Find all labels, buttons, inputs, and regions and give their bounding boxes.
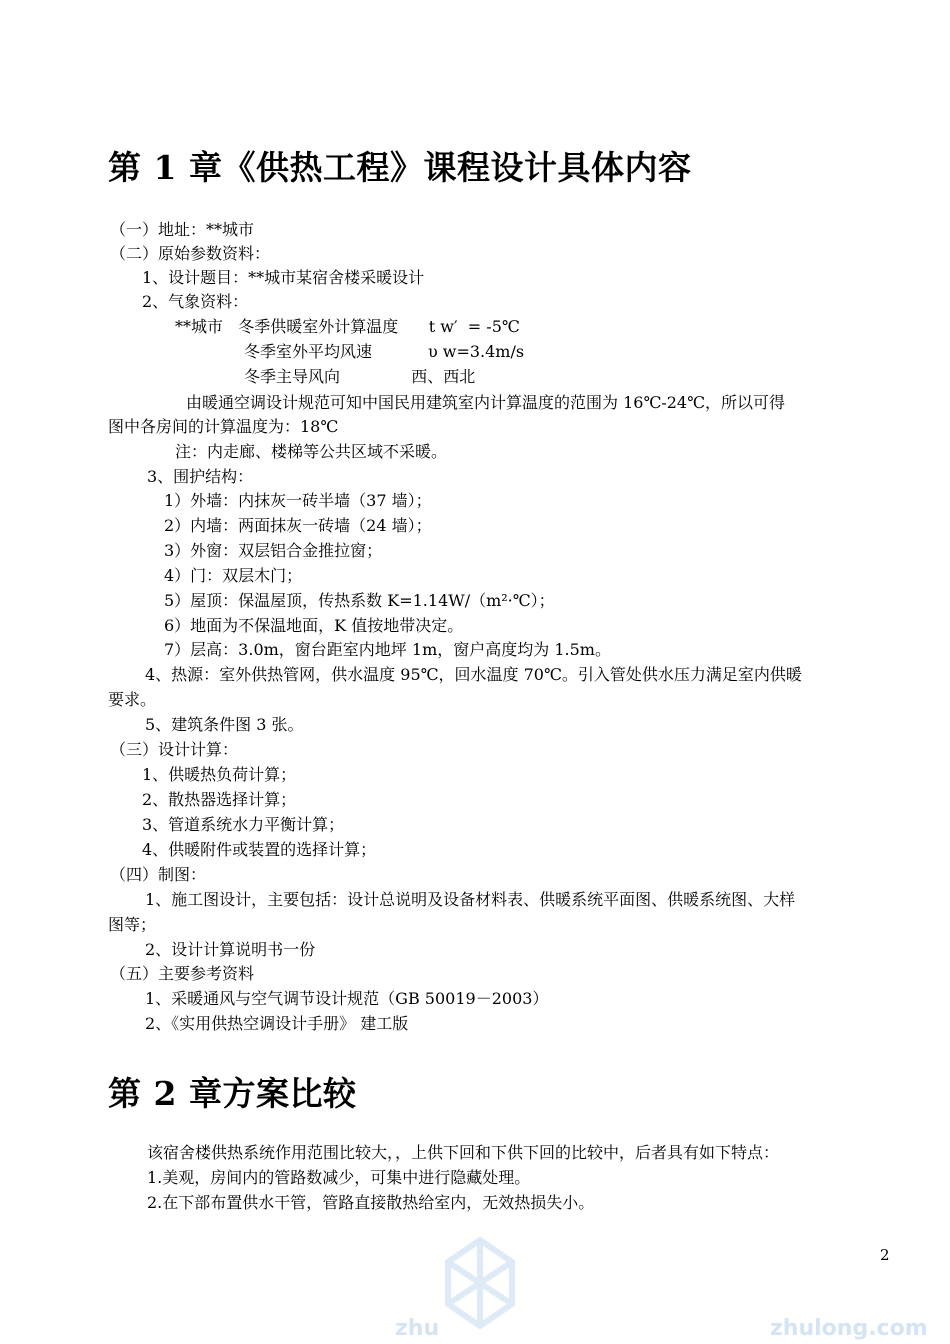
text-line: 图中各房间的计算温度为：18℃: [108, 417, 339, 436]
text-line: 2、设计计算说明书一份: [145, 940, 316, 959]
text-line: **城市 冬季供暖室外计算温度 t w′ = -5℃: [175, 317, 520, 336]
text-line: 2、散热器选择计算；: [142, 790, 297, 809]
text-line: （三）设计计算：: [110, 740, 239, 759]
text-line: 冬季室外平均风速 υ w=3.4m/s: [244, 342, 525, 361]
text-line: 5、建筑条件图 3 张。: [145, 715, 304, 734]
text-line: 2）内墙：两面抹灰一砖墙（24 墙）；: [164, 516, 432, 535]
text-line: 1、设计题目：**城市某宿舍楼采暖设计: [142, 268, 425, 287]
text-line: 由暖通空调设计规范可知中国民用建筑室内计算温度的范围为 16℃-24℃，所以可得: [186, 393, 786, 412]
text-line: 2、《实用供热空调设计手册》 建工版: [145, 1014, 409, 1033]
text-line: （一）地址：**城市: [110, 220, 255, 239]
text-line: 要求。: [108, 690, 157, 709]
text-line: 1、供暖热负荷计算；: [142, 765, 297, 784]
text-line: 6）地面为不保温地面，K 值按地带决定。: [164, 616, 464, 635]
text-line: 注：内走廊、楼梯等公共区域不采暖。: [175, 442, 448, 461]
text-line: （四）制图：: [110, 865, 207, 884]
text-line: 1、采暖通风与空气调节设计规范（GB 50019－2003）: [145, 989, 549, 1008]
watermark-text-right: zhulong.com: [770, 1316, 928, 1341]
text-line: 该宿舍楼供热系统作用范围比较大，，上供下回和下供下回的比较中，后者具有如下特点：: [147, 1143, 780, 1162]
text-line: 2.在下部布置供水干管，管路直接散热给室内，无效热损失小。: [147, 1193, 595, 1212]
text-line: 图等；: [108, 915, 157, 934]
page-number: 2: [880, 1246, 890, 1264]
chapter-2-title: 第 2 章方案比较: [108, 1074, 357, 1113]
chapter-1-title: 第 1 章《供热工程》课程设计具体内容: [108, 148, 692, 187]
text-line: 4）门：双层木门；: [164, 566, 303, 585]
text-line: 3、管道系统水力平衡计算；: [142, 815, 345, 834]
text-line: （二）原始参数资料：: [110, 244, 271, 263]
text-line: 1.美观，房间内的管路数减少，可集中进行隐藏处理。: [147, 1168, 531, 1187]
text-line: 4、供暖附件或装置的选择计算；: [142, 840, 377, 859]
text-line: 3、围护结构：: [147, 467, 254, 486]
text-line: 3）外窗：双层铝合金推拉窗；: [164, 541, 383, 560]
text-line: 4、热源：室外供热管网，供水温度 95℃，回水温度 70℃。引入管处供水压力满足室内供暖: [145, 665, 802, 684]
text-line: 5）屋顶：保温屋顶，传热系数 K=1.14W/（m²·℃）；: [164, 591, 555, 610]
text-line: 2、气象资料：: [142, 292, 249, 311]
watermark-text-left: zhu: [395, 1316, 440, 1341]
text-line: 7）层高：3.0m，窗台距室内地坪 1m，窗户高度均为 1.5m。: [164, 640, 611, 659]
text-line: 1）外墙：内抹灰一砖半墙（37 墙）；: [164, 491, 432, 510]
text-line: 1、施工图设计，主要包括：设计总说明及设备材料表、供暖系统平面图、供暖系统图、大样: [145, 890, 796, 909]
text-line: （五）主要参考资料: [110, 964, 255, 983]
text-line: 冬季主导风向 西、西北: [244, 367, 476, 386]
